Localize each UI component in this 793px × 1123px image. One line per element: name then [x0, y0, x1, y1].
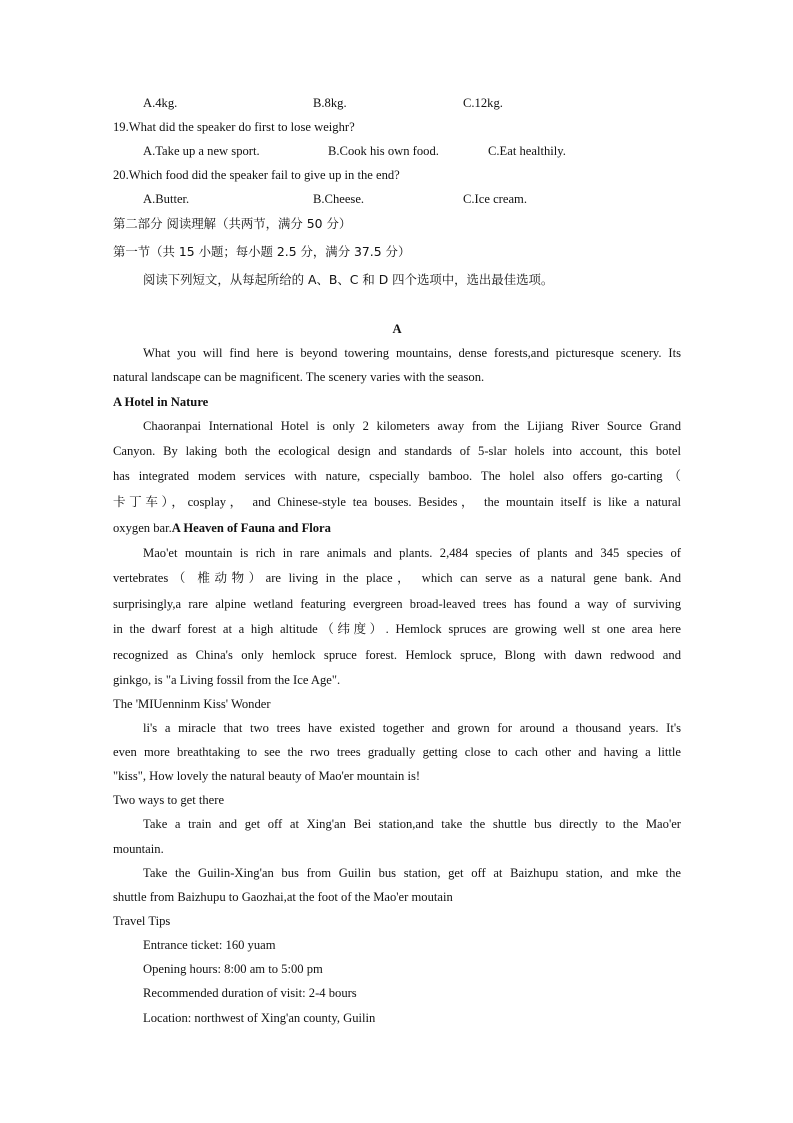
q19-stem: 19.What did the speaker do first to lose weighr?	[113, 120, 355, 134]
way2-line-2: shuttle from Baizhupu to Gaozhai,at the foot of the Mao'er moutain	[113, 890, 453, 904]
fauna-line-1: Mao'et mountain is rich in rare animals and plants. 2,484 species of plants and 345 species of	[143, 546, 681, 560]
tip-duration: Recommended duration of visit: 2-4 bours	[143, 986, 357, 1000]
ways-heading: Two ways to get there	[113, 793, 225, 807]
way1-line-2: mountain.	[113, 842, 164, 856]
section-sub-heading: 第一节（共 15 小题；每小题 2.5 分，满分 37.5 分）	[113, 244, 411, 259]
hotel-line-5-wrap	[113, 519, 681, 537]
hotel-line-3: has integrated modem services with nature, cspecially bamboo. The holel also offers go-carting（	[113, 469, 681, 483]
kiss-heading: The 'MIUenninm Kiss' Wonder	[113, 697, 271, 711]
tip-opening-hours: Opening hours: 8:00 am to 5:00 pm	[143, 962, 323, 976]
q19-option-b: B.Cook his own food.	[328, 144, 439, 158]
hotel-line-2: Canyon. By laking both the ecological design and standards of 5-slar holels into account, this botel	[113, 444, 681, 458]
q20-stem: 20.Which food did the speaker fail to give up in the end?	[113, 168, 400, 182]
hotel-line-4: 卡丁车），cosplay， and Chinese-style tea bouses. Besides， the mountain itseIf is like a natural	[113, 495, 681, 509]
way2-line-1: Take the Guilin-Xing'an bus from Guilin bus station, get off at Baizhupu station, and mke the	[143, 866, 681, 880]
q20-option-a: A.Butter.	[143, 192, 190, 206]
section-instruction: 阅读下列短文，从每起所给的 A、B、C 和 D 四个选项中，选出最佳选项。	[143, 272, 554, 287]
q20-option-b: B.Cheese.	[313, 192, 365, 206]
fauna-heading: A Heaven of Fauna and Flora	[171, 521, 331, 535]
hotel-line-5: oxygen bar.	[113, 521, 172, 535]
kiss-line-2: even more breathtaking to see the rwo trees gradually getting close to cach other and having a little	[113, 745, 681, 759]
tip-location: Location: northwest of Xing'an county, Guilin	[143, 1011, 376, 1025]
fauna-line-6: ginkgo, is "a Living fossil from the Ice Age".	[113, 673, 341, 687]
q19-option-c: C.Eat healthily.	[488, 144, 566, 158]
tip-entrance-ticket: Entrance ticket: 160 yuam	[143, 938, 276, 952]
kiss-line-1: li's a miracle that two trees have existed together and grown for around a thousand years. It's	[143, 721, 681, 735]
fauna-line-3: surprisingly,a rare alpine wetland featuring evergreen broad-leaved trees has found a way of surviving	[113, 597, 681, 611]
fauna-line-4: in the dwarf forest at a high altitude（纬度）. Hemlock spruces are growing well st one area here	[113, 622, 681, 636]
passage-label: A	[392, 322, 402, 336]
q18-option-c: C.12kg.	[463, 96, 503, 110]
section-part-heading: 第二部分 阅读理解（共两节，满分 50 分）	[113, 216, 352, 231]
q18-option-b: B.8kg.	[313, 96, 347, 110]
way1-line-1: Take a train and get off at Xing'an Bei station,and take the shuttle bus directly to the Mao'er	[143, 817, 681, 831]
intro-line-1: What you will find here is beyond towering mountains, dense forests,and picturesque scenery. Its	[143, 346, 681, 360]
hotel-heading: A Hotel in Nature	[113, 395, 209, 409]
q19-option-a: A.Take up a new sport.	[143, 144, 260, 158]
tips-heading: Travel Tips	[113, 914, 171, 928]
intro-line-2: natural landscape can be magnificent. The scenery varies with the season.	[113, 370, 485, 384]
fauna-line-2: vertebrates（ 椎动物）are living in the place， which can serve as a natural gene bank. And	[113, 571, 681, 585]
fauna-line-5: recognized as China's only hemlock spruce forest. Hemlock spruce, Blong with dawn redwood and	[113, 648, 681, 662]
kiss-line-3: "kiss", How lovely the natural beauty of Mao'er mountain is!	[113, 769, 421, 783]
hotel-line-1: Chaoranpai International Hotel is only 2 kilometers away from the Lijiang River Source Grand	[143, 419, 681, 433]
q18-option-a: A.4kg.	[143, 96, 178, 110]
q20-option-c: C.Ice cream.	[463, 192, 527, 206]
